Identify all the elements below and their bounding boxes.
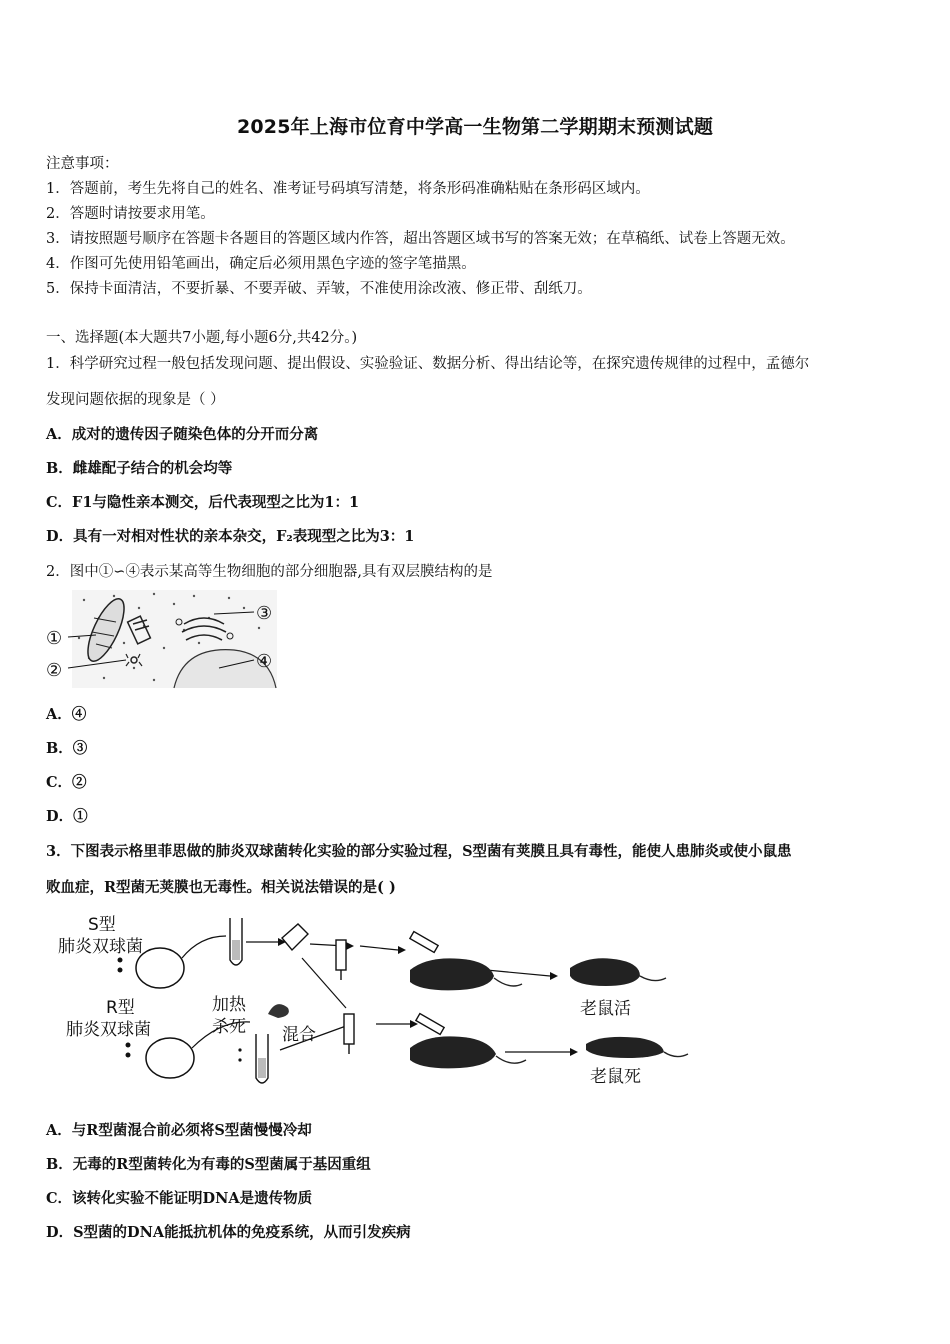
option-text: 雌雄配子结合的机会均等 [72, 460, 233, 477]
r-type-bacteria-label: 肺炎双球菌 [66, 1020, 151, 1040]
q2-option-c [46, 771, 87, 792]
option-text: F1与隐性亲本测交，后代表现型之比为1：1 [72, 494, 360, 511]
option-letter: A． [46, 706, 72, 723]
option-text: ③ [72, 740, 88, 757]
notice-item: 5．保持卡面清洁，不要折暴、不要弄破、弄皱，不准使用涂改液、修正带、刮纸刀。 [46, 281, 592, 297]
notice-item: 2．答题时请按要求用笔。 [46, 206, 215, 222]
option-letter: B． [46, 740, 73, 757]
s-type-label: S型 [88, 915, 116, 935]
section-heading: 一、选择题(本大题共7小题,每小题6分,共42分。) [46, 330, 358, 346]
option-text: 与R型菌混合前必须将S型菌慢慢冷却 [71, 1122, 312, 1139]
option-text: S型菌的DNA能抵抗机体的免疫系统，从而引发疾病 [73, 1224, 411, 1241]
option-text: ② [72, 774, 87, 791]
s-type-bacteria-label: 肺炎双球菌 [58, 937, 143, 957]
organelle-figure [44, 588, 284, 690]
heat-label-1: 加热 [212, 995, 246, 1015]
notice-item: 1．答题前，考生先将自己的姓名、准考证号码填写清楚，将条形码准确粘贴在条形码区域内。 [46, 181, 650, 197]
q3-stem-line1 [46, 840, 792, 861]
q1-option-d [46, 525, 414, 546]
q3-stem-line2 [46, 876, 396, 897]
option-letter: C． [46, 774, 73, 791]
option-letter: A． [46, 1122, 72, 1139]
notice-item: 3．请按照题号顺序在答题卡各题目的答题区域内作答，超出答题区域书写的答案无效；在草稿纸、试卷上答题无效。 [46, 231, 795, 247]
q1-option-c [46, 491, 359, 512]
q1-option-b [46, 457, 232, 478]
griffith-experiment-figure [50, 910, 700, 1095]
option-text: 成对的遗传因子随染色体的分开而分离 [71, 426, 319, 443]
option-text: ① [73, 808, 88, 825]
figure-label-2: ② [46, 660, 63, 681]
q2-option-d [46, 805, 88, 826]
q1-stem-line2: 发现问题依据的现象是（ ） [46, 392, 225, 408]
r-type-label: R型 [106, 998, 135, 1018]
notice-heading: 注意事项： [46, 156, 119, 172]
option-letter: D． [46, 528, 74, 545]
option-letter: A． [46, 426, 72, 443]
option-text: 具有一对相对性状的亲本杂交，F₂表现型之比为3：1 [73, 528, 415, 545]
q3-option-d [46, 1221, 411, 1242]
mix-label: 混合 [282, 1025, 316, 1045]
q1-stem-line1: 1．科学研究过程一般包括发现问题、提出假设、实验验证、数据分析、得出结论等，在探究遗传规律的过程中，孟德尔 [46, 356, 810, 372]
option-letter: D． [46, 1224, 74, 1241]
option-letter: C． [46, 1190, 73, 1207]
notice-item: 4．作图可先使用铅笔画出，确定后必须用黑色字迹的签字笔描黑。 [46, 256, 476, 272]
q3-option-a [46, 1119, 312, 1140]
option-text: ④ [71, 706, 87, 723]
q2-option-a [46, 703, 86, 724]
heat-label-2: 杀死 [212, 1017, 246, 1037]
page-title: 2025年上海市位育中学高一生物第二学期期末预测试题 [236, 116, 714, 138]
figure-label-3: ③ [256, 603, 273, 624]
q2-option-b [46, 737, 87, 758]
option-letter: D． [46, 808, 74, 825]
q1-option-a [46, 423, 318, 444]
mouse-dead-label: 老鼠死 [590, 1067, 641, 1087]
q3-option-c [46, 1187, 312, 1208]
figure-label-4: ④ [256, 651, 273, 672]
q3-option-b [46, 1153, 371, 1174]
q3-stem-text: 3．下图表示格里菲思做的肺炎双球菌转化实验的部分实验过程，S型菌有荚膜且具有毒性，能使人患肺炎或使小鼠患 [46, 843, 792, 860]
q2-stem: 2．图中①∽④表示某高等生物细胞的部分细胞器,具有双层膜结构的是 [46, 564, 493, 580]
option-letter: C． [46, 494, 73, 511]
option-letter: B． [46, 1156, 73, 1173]
figure-label-1: ① [46, 628, 63, 649]
q3-stem-text: 败血症，R型菌无荚膜也无毒性。相关说法错误的是( ) [46, 879, 396, 896]
mouse-alive-label: 老鼠活 [580, 999, 631, 1019]
option-text: 该转化实验不能证明DNA是遗传物质 [72, 1190, 313, 1207]
option-letter: B． [46, 460, 73, 477]
option-text: 无毒的R型菌转化为有毒的S型菌属于基因重组 [72, 1156, 371, 1173]
